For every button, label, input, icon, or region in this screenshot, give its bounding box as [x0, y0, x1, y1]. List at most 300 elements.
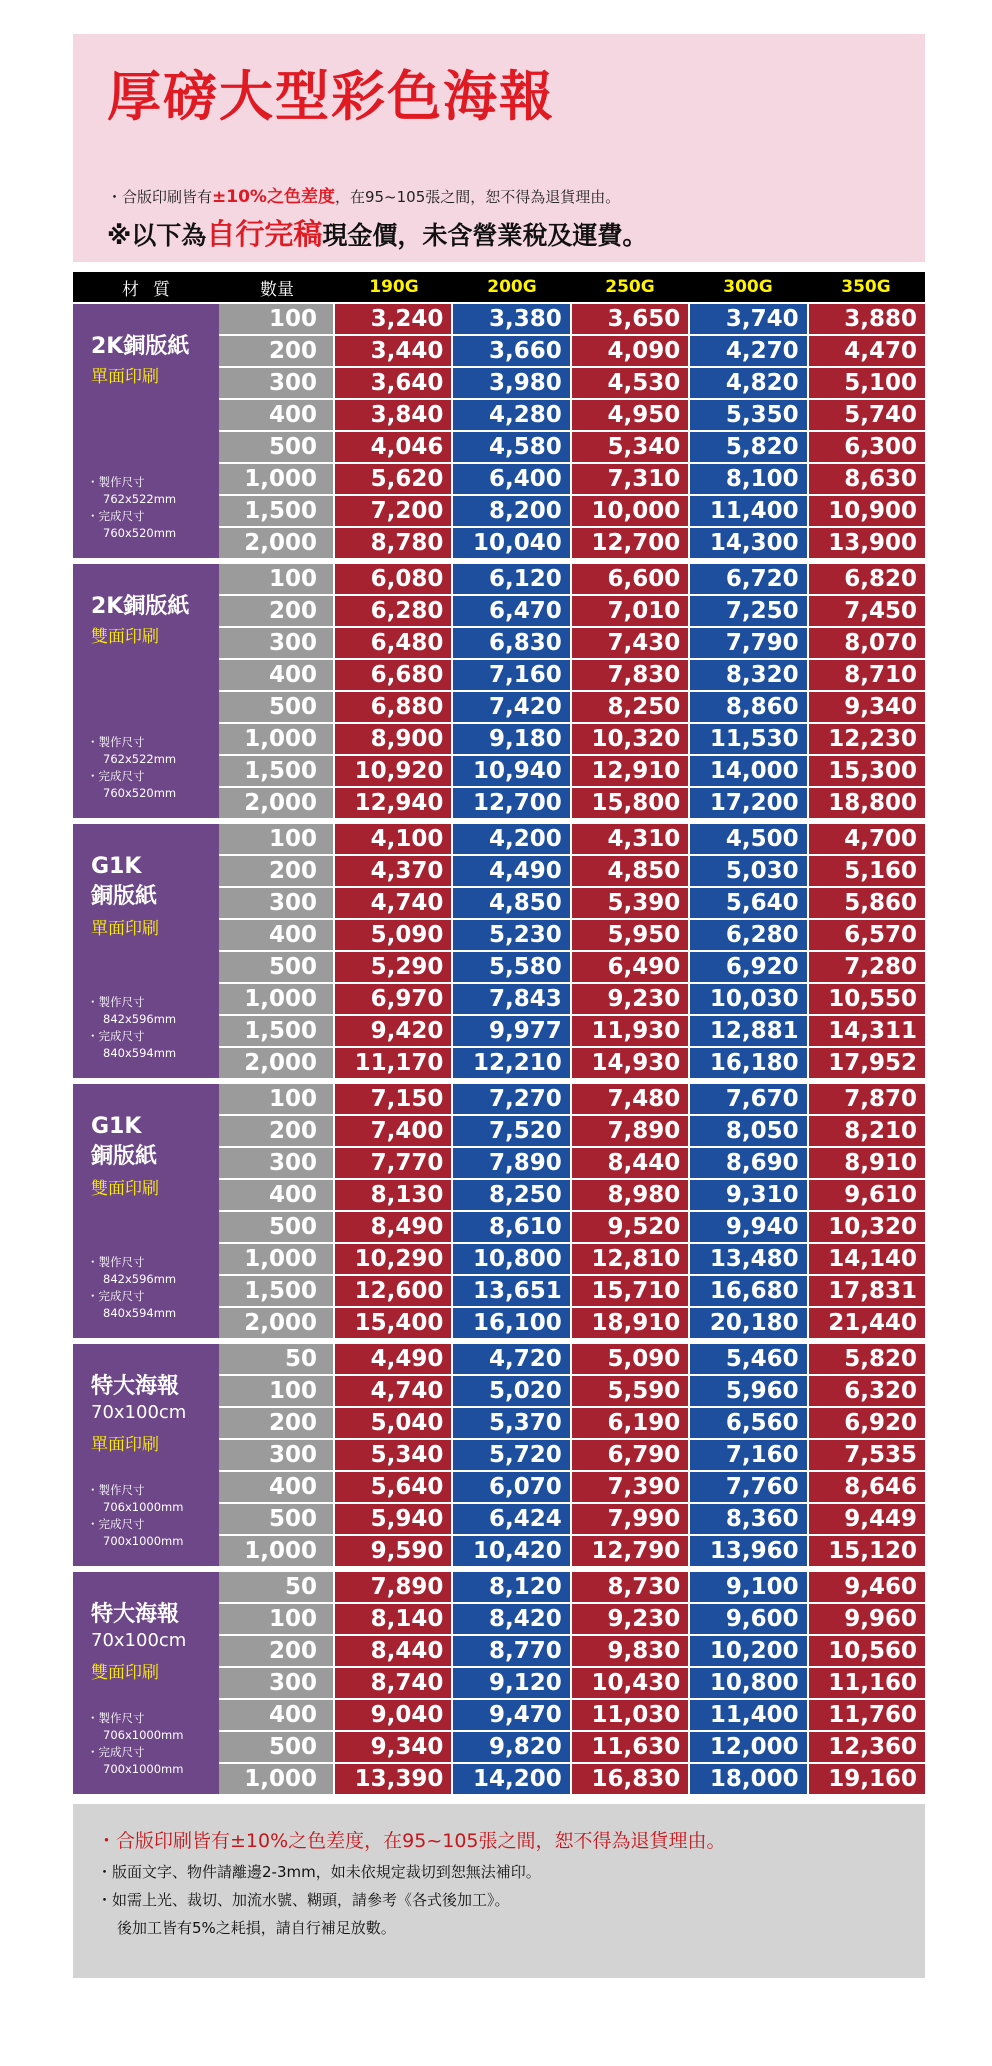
price-section: [73, 1084, 925, 1338]
price-cell: 8,250: [453, 1180, 569, 1210]
price-section: [73, 1344, 925, 1566]
quantity-cell: 400: [219, 1472, 333, 1502]
quantity-cell: 1,000: [219, 1244, 333, 1274]
price-cell: 3,740: [690, 304, 806, 334]
price-rows: [219, 564, 925, 818]
price-cell: 4,470: [809, 336, 925, 366]
price-cell: 8,050: [690, 1116, 806, 1146]
size-specs: [87, 994, 176, 1062]
price-cell: 8,980: [572, 1180, 688, 1210]
price-cell: 5,090: [335, 920, 451, 950]
price-cell: 11,160: [809, 1668, 925, 1698]
price-cell: 6,120: [453, 564, 569, 594]
price-cell: 8,900: [335, 724, 451, 754]
price-cell: 15,120: [809, 1536, 925, 1566]
price-cell: 8,360: [690, 1504, 806, 1534]
price-cell: 8,120: [453, 1572, 569, 1602]
table-row: [219, 1472, 925, 1502]
header-panel: [73, 34, 925, 262]
price-cell: 14,930: [572, 1048, 688, 1078]
quantity-cell: 2,000: [219, 788, 333, 818]
price-cell: 15,400: [335, 1308, 451, 1338]
table-row: [219, 788, 925, 818]
price-cell: 12,700: [572, 528, 688, 558]
price-cell: 8,710: [809, 660, 925, 690]
material-header: 材質: [122, 279, 184, 300]
paper-name: G1K 銅版紙: [91, 1114, 158, 1169]
price-cell: 5,640: [690, 888, 806, 918]
size-spec-label: ・製作尺寸: [87, 1483, 145, 1497]
price-cell: 4,200: [453, 824, 569, 854]
size-specs: [87, 1710, 183, 1778]
size-spec-label: ・製作尺寸: [87, 995, 145, 1009]
poster-size: 70x100cm: [91, 1630, 187, 1651]
price-cell: 10,000: [572, 496, 688, 526]
quantity-cell: 100: [219, 304, 333, 334]
price-cell: 9,230: [572, 984, 688, 1014]
price-cell: 9,340: [335, 1732, 451, 1762]
price-cell: 6,300: [809, 432, 925, 462]
price-cell: 7,280: [809, 952, 925, 982]
size-spec-value: 762x522mm: [103, 752, 177, 766]
price-cell: 16,830: [572, 1764, 688, 1794]
price-cell: 5,030: [690, 856, 806, 886]
price-cell: 12,810: [572, 1244, 688, 1274]
price-cell: 13,900: [809, 528, 925, 558]
price-cell: 8,100: [690, 464, 806, 494]
price-cell: 7,270: [453, 1084, 569, 1114]
price-cell: 4,850: [453, 888, 569, 918]
price-cell: 8,646: [809, 1472, 925, 1502]
price-cell: 5,580: [453, 952, 569, 982]
table-row: [219, 596, 925, 626]
price-cell: 6,880: [335, 692, 451, 722]
table-row: [219, 1212, 925, 1242]
price-cell: 6,720: [690, 564, 806, 594]
price-cell: 7,790: [690, 628, 806, 658]
price-cell: 8,740: [335, 1668, 451, 1698]
quantity-cell: 200: [219, 1408, 333, 1438]
price-cell: 4,500: [690, 824, 806, 854]
quantity-cell: 1,000: [219, 984, 333, 1014]
quantity-cell: 500: [219, 1504, 333, 1534]
price-cell: 6,920: [809, 1408, 925, 1438]
price-cell: 9,590: [335, 1536, 451, 1566]
price-cell: 10,040: [453, 528, 569, 558]
table-row: [219, 1668, 925, 1698]
size-spec-value: 842x596mm: [103, 1012, 177, 1026]
price-cell: 11,930: [572, 1016, 688, 1046]
quantity-cell: 2,000: [219, 528, 333, 558]
price-cell: 9,940: [690, 1212, 806, 1242]
price-cell: 9,610: [809, 1180, 925, 1210]
price-cell: 13,960: [690, 1536, 806, 1566]
price-cell: 9,040: [335, 1700, 451, 1730]
size-spec-label: ・製作尺寸: [87, 735, 145, 749]
quantity-cell: 500: [219, 692, 333, 722]
price-cell: 5,620: [335, 464, 451, 494]
price-cell: 10,550: [809, 984, 925, 1014]
price-cell: 15,710: [572, 1276, 688, 1306]
table-row: [219, 1572, 925, 1602]
paper-name: 2K銅版紙: [91, 594, 190, 619]
table-row: [219, 1376, 925, 1406]
quantity-cell: 100: [219, 1604, 333, 1634]
price-cell: 9,340: [809, 692, 925, 722]
print-sides: 單面印刷: [91, 919, 159, 939]
price-cell: 9,600: [690, 1604, 806, 1634]
price-cell: 4,720: [453, 1344, 569, 1374]
size-spec-label: ・製作尺寸: [87, 475, 145, 489]
quantity-cell: 500: [219, 952, 333, 982]
price-cell: 4,580: [453, 432, 569, 462]
table-row: [219, 1504, 925, 1534]
table-row: [219, 304, 925, 334]
price-cell: 5,350: [690, 400, 806, 430]
table-row: [219, 1048, 925, 1078]
price-cell: 10,030: [690, 984, 806, 1014]
table-row: [219, 1016, 925, 1046]
price-cell: 13,390: [335, 1764, 451, 1794]
page-title: 厚磅大型彩色海報: [107, 65, 555, 128]
quantity-header: 數量: [260, 279, 294, 300]
footer-note-margin: ・版面文字、物件請離邊2-3mm，如未依規定裁切到恕無法補印。: [97, 1863, 541, 1881]
price-cell: 6,820: [809, 564, 925, 594]
size-spec-label: ・製作尺寸: [87, 1711, 145, 1725]
price-cell: 8,130: [335, 1180, 451, 1210]
paper-name: 特大海報: [91, 1602, 180, 1627]
section-label-panel: [73, 304, 219, 558]
price-cell: 5,820: [809, 1344, 925, 1374]
table-row: [219, 1116, 925, 1146]
price-cell: 13,480: [690, 1244, 806, 1274]
price-cell: 7,890: [335, 1572, 451, 1602]
price-cell: 4,850: [572, 856, 688, 886]
quantity-cell: 200: [219, 856, 333, 886]
price-cell: 14,311: [809, 1016, 925, 1046]
price-cell: 8,730: [572, 1572, 688, 1602]
price-cell: 9,420: [335, 1016, 451, 1046]
print-sides: 單面印刷: [91, 1435, 159, 1455]
quantity-cell: 1,500: [219, 1016, 333, 1046]
price-section: [73, 1572, 925, 1794]
price-cell: 3,440: [335, 336, 451, 366]
price-cell: 10,320: [572, 724, 688, 754]
price-cell: 12,700: [453, 788, 569, 818]
table-row: [219, 952, 925, 982]
size-spec-value: 700x1000mm: [103, 1762, 184, 1776]
table-row: [219, 564, 925, 594]
price-cell: 7,160: [690, 1440, 806, 1470]
price-cell: 3,240: [335, 304, 451, 334]
print-sides: 單面印刷: [91, 367, 159, 387]
table-row: [219, 1276, 925, 1306]
price-cell: 7,420: [453, 692, 569, 722]
price-rows: [219, 1572, 925, 1794]
price-section: [73, 304, 925, 558]
price-cell: 6,970: [335, 984, 451, 1014]
section-label-panel: [73, 1344, 219, 1566]
quantity-cell: 100: [219, 1084, 333, 1114]
quantity-cell: 200: [219, 1116, 333, 1146]
price-cell: 7,480: [572, 1084, 688, 1114]
table-row: [219, 1604, 925, 1634]
price-cell: 6,560: [690, 1408, 806, 1438]
price-cell: 8,420: [453, 1604, 569, 1634]
quantity-cell: 1,000: [219, 464, 333, 494]
price-cell: 12,881: [690, 1016, 806, 1046]
table-row: [219, 496, 925, 526]
price-cell: 8,440: [335, 1636, 451, 1666]
table-row: [219, 1084, 925, 1114]
price-cell: 10,900: [809, 496, 925, 526]
price-cell: 3,640: [335, 368, 451, 398]
section-label-panel: [73, 1084, 219, 1338]
price-cell: 8,320: [690, 660, 806, 690]
price-cell: 4,100: [335, 824, 451, 854]
price-cell: 7,310: [572, 464, 688, 494]
price-cell: 16,180: [690, 1048, 806, 1078]
price-rows: [219, 824, 925, 1078]
quantity-cell: 1,000: [219, 1536, 333, 1566]
price-cell: 8,860: [690, 692, 806, 722]
poster-size: 70x100cm: [91, 1402, 187, 1423]
table-row: [219, 1244, 925, 1274]
quantity-cell: 400: [219, 1700, 333, 1730]
price-cell: 9,100: [690, 1572, 806, 1602]
price-cell: 11,530: [690, 724, 806, 754]
price-cell: 3,380: [453, 304, 569, 334]
price-cell: 7,200: [335, 496, 451, 526]
price-cell: 4,280: [453, 400, 569, 430]
price-cell: 9,120: [453, 1668, 569, 1698]
price-cell: 18,800: [809, 788, 925, 818]
color-tolerance-note: ・合版印刷皆有±10%之色差度，在95~105張之間，恕不得為退貨理由。: [107, 187, 621, 207]
price-cell: 5,950: [572, 920, 688, 950]
price-cell: 9,820: [453, 1732, 569, 1762]
price-sections: [73, 304, 925, 1794]
quantity-cell: 100: [219, 824, 333, 854]
price-cell: 4,740: [335, 1376, 451, 1406]
price-cell: 5,740: [809, 400, 925, 430]
price-cell: 10,200: [690, 1636, 806, 1666]
price-cell: 8,780: [335, 528, 451, 558]
price-cell: 5,340: [335, 1440, 451, 1470]
price-sheet: [73, 34, 925, 1978]
table-row: [219, 432, 925, 462]
color-tolerance-highlight: ±10%之色差度: [212, 187, 335, 207]
price-cell: 8,630: [809, 464, 925, 494]
table-row: [219, 336, 925, 366]
price-cell: 17,200: [690, 788, 806, 818]
table-row: [219, 1308, 925, 1338]
table-row: [219, 1180, 925, 1210]
price-cell: 7,843: [453, 984, 569, 1014]
print-sides: 雙面印刷: [91, 1179, 159, 1199]
price-cell: 8,250: [572, 692, 688, 722]
price-cell: 7,670: [690, 1084, 806, 1114]
price-cell: 12,000: [690, 1732, 806, 1762]
price-rows: [219, 1084, 925, 1338]
footer-note-finishing: ・如需上光、裁切、加流水號、糊頭，請參考《各式後加工》。: [97, 1891, 510, 1909]
price-cell: 7,770: [335, 1148, 451, 1178]
price-cell: 8,610: [453, 1212, 569, 1242]
price-cell: 5,020: [453, 1376, 569, 1406]
table-row: [219, 528, 925, 558]
price-cell: 10,290: [335, 1244, 451, 1274]
table-row: [219, 628, 925, 658]
price-cell: 9,460: [809, 1572, 925, 1602]
section-label-panel: [73, 824, 219, 1078]
price-cell: 7,890: [572, 1116, 688, 1146]
size-spec-label: ・完成尺寸: [87, 509, 145, 523]
quantity-cell: 1,500: [219, 756, 333, 786]
price-cell: 7,890: [453, 1148, 569, 1178]
price-cell: 10,320: [809, 1212, 925, 1242]
price-cell: 7,150: [335, 1084, 451, 1114]
quantity-cell: 300: [219, 888, 333, 918]
price-cell: 5,820: [690, 432, 806, 462]
size-spec-label: ・完成尺寸: [87, 1517, 145, 1531]
price-cell: 11,030: [572, 1700, 688, 1730]
price-cell: 5,100: [809, 368, 925, 398]
price-cell: 12,360: [809, 1732, 925, 1762]
price-cell: 7,870: [809, 1084, 925, 1114]
price-cell: 9,977: [453, 1016, 569, 1046]
table-row: [219, 888, 925, 918]
paper-name: 特大海報: [91, 1374, 180, 1399]
price-cell: 3,660: [453, 336, 569, 366]
price-cell: 6,470: [453, 596, 569, 626]
table-row: [219, 1732, 925, 1762]
table-row: [219, 1408, 925, 1438]
price-cell: 5,940: [335, 1504, 451, 1534]
price-cell: 10,940: [453, 756, 569, 786]
table-row: [219, 1700, 925, 1730]
size-spec-value: 840x594mm: [103, 1046, 177, 1060]
quantity-cell: 300: [219, 1148, 333, 1178]
price-cell: 18,910: [572, 1308, 688, 1338]
price-cell: 7,390: [572, 1472, 688, 1502]
quantity-cell: 200: [219, 1636, 333, 1666]
price-cell: 4,700: [809, 824, 925, 854]
footer-note-color: ・合版印刷皆有±10%之色差度，在95~105張之間，恕不得為退貨理由。: [97, 1830, 726, 1852]
price-cell: 6,400: [453, 464, 569, 494]
quantity-cell: 300: [219, 1440, 333, 1470]
price-section: [73, 564, 925, 818]
price-cell: 11,400: [690, 1700, 806, 1730]
price-cell: 9,520: [572, 1212, 688, 1242]
price-cell: 7,520: [453, 1116, 569, 1146]
table-row: [219, 724, 925, 754]
price-cell: 4,490: [335, 1344, 451, 1374]
price-cell: 7,160: [453, 660, 569, 690]
price-cell: 4,270: [690, 336, 806, 366]
price-cell: 7,990: [572, 1504, 688, 1534]
footer-note-wastage: 後加工皆有5%之耗損，請自行補足放數。: [117, 1919, 396, 1937]
size-spec-value: 762x522mm: [103, 492, 177, 506]
table-row: [219, 1536, 925, 1566]
price-cell: 4,310: [572, 824, 688, 854]
price-cell: 8,200: [453, 496, 569, 526]
price-cell: 5,390: [572, 888, 688, 918]
price-cell: 9,449: [809, 1504, 925, 1534]
quantity-cell: 400: [219, 920, 333, 950]
price-cell: 7,760: [690, 1472, 806, 1502]
price-cell: 9,470: [453, 1700, 569, 1730]
price-cell: 10,800: [453, 1244, 569, 1274]
price-cell: 4,490: [453, 856, 569, 886]
price-cell: 12,940: [335, 788, 451, 818]
price-cell: 9,960: [809, 1604, 925, 1634]
price-cell: 6,080: [335, 564, 451, 594]
price-cell: 5,590: [572, 1376, 688, 1406]
size-spec-label: ・完成尺寸: [87, 769, 145, 783]
price-cell: 4,530: [572, 368, 688, 398]
price-cell: 13,651: [453, 1276, 569, 1306]
price-cell: 10,800: [690, 1668, 806, 1698]
price-cell: 18,000: [690, 1764, 806, 1794]
paper-name: 2K銅版紙: [91, 334, 190, 359]
size-spec-value: 700x1000mm: [103, 1534, 184, 1548]
column-header-250g: 250G: [605, 277, 655, 297]
price-cell: 7,430: [572, 628, 688, 658]
price-cell: 8,070: [809, 628, 925, 658]
self-artwork-highlight: 自行完稿: [206, 217, 323, 251]
price-cell: 7,010: [572, 596, 688, 626]
paper-name: G1K 銅版紙: [91, 854, 158, 909]
price-cell: 19,160: [809, 1764, 925, 1794]
quantity-cell: 2,000: [219, 1048, 333, 1078]
quantity-cell: 100: [219, 1376, 333, 1406]
price-cell: 6,320: [809, 1376, 925, 1406]
price-cell: 5,040: [335, 1408, 451, 1438]
quantity-cell: 500: [219, 1212, 333, 1242]
price-cell: 20,180: [690, 1308, 806, 1338]
price-cell: 5,230: [453, 920, 569, 950]
quantity-cell: 400: [219, 1180, 333, 1210]
price-cell: 12,230: [809, 724, 925, 754]
table-row: [219, 400, 925, 430]
price-cell: 9,180: [453, 724, 569, 754]
price-cell: 6,680: [335, 660, 451, 690]
quantity-cell: 300: [219, 368, 333, 398]
price-rows: [219, 1344, 925, 1566]
price-cell: 9,310: [690, 1180, 806, 1210]
quantity-cell: 2,000: [219, 1308, 333, 1338]
quantity-cell: 500: [219, 432, 333, 462]
price-cell: 7,830: [572, 660, 688, 690]
price-cell: 11,170: [335, 1048, 451, 1078]
size-spec-value: 760x520mm: [103, 526, 177, 540]
table-row: [219, 856, 925, 886]
price-cell: 6,280: [335, 596, 451, 626]
price-cell: 6,480: [335, 628, 451, 658]
column-header-300g: 300G: [723, 277, 773, 297]
price-cell: 10,920: [335, 756, 451, 786]
table-row: [219, 824, 925, 854]
price-cell: 4,090: [572, 336, 688, 366]
price-cell: 12,600: [335, 1276, 451, 1306]
section-label-panel: [73, 1572, 219, 1794]
price-cell: 10,430: [572, 1668, 688, 1698]
price-cell: 6,190: [572, 1408, 688, 1438]
quantity-cell: 300: [219, 1668, 333, 1698]
price-cell: 10,420: [453, 1536, 569, 1566]
price-cell: 8,910: [809, 1148, 925, 1178]
table-row: [219, 692, 925, 722]
table-row: [219, 756, 925, 786]
